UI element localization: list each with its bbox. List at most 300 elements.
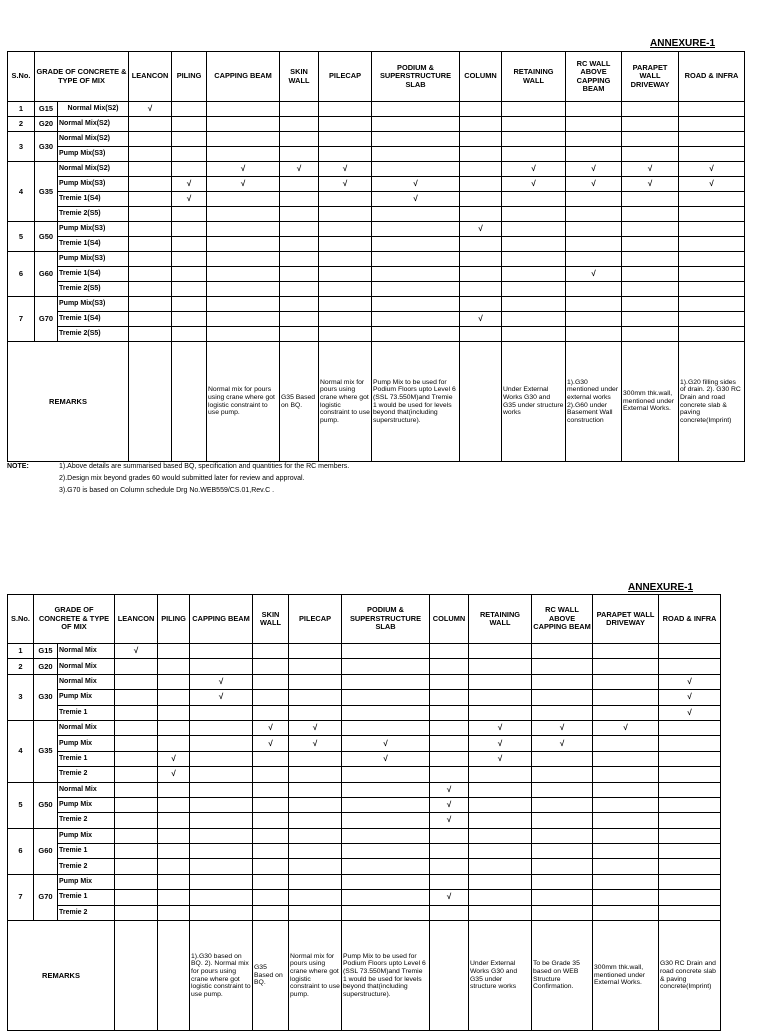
table-row [8, 644, 721, 659]
empty-cell [460, 147, 502, 162]
check-mark-cell: √ [566, 162, 622, 177]
concrete-mix-table-1 [7, 51, 745, 462]
table-row [8, 207, 745, 222]
empty-cell [659, 751, 721, 766]
sno-cell: 7 [8, 874, 34, 920]
empty-cell [115, 874, 158, 889]
check-mark-cell: √ [659, 690, 721, 705]
mix-type-cell: Tremie 2 [58, 767, 115, 782]
empty-cell [190, 905, 253, 920]
empty-cell [502, 252, 566, 267]
empty-cell [532, 751, 593, 766]
empty-cell [469, 828, 532, 843]
empty-cell [372, 117, 460, 132]
empty-cell [460, 192, 502, 207]
empty-cell [679, 207, 745, 222]
mix-type-cell: Tremie 1 [58, 705, 115, 720]
header-col: LEANCON [129, 52, 172, 102]
empty-cell [289, 644, 342, 659]
sno-cell: 7 [8, 297, 35, 342]
table-row [8, 674, 721, 689]
empty-cell [319, 192, 372, 207]
check-mark-cell: √ [430, 890, 469, 905]
empty-cell [158, 782, 190, 797]
empty-cell [115, 690, 158, 705]
header-col: ROAD & INFRA [679, 52, 745, 102]
empty-cell [622, 132, 679, 147]
empty-cell [430, 720, 469, 735]
mix-type-cell: Tremie 1(S4) [58, 312, 129, 327]
empty-cell [319, 267, 372, 282]
empty-cell [679, 312, 745, 327]
sno-cell: 1 [8, 102, 35, 117]
empty-cell [460, 117, 502, 132]
empty-cell [289, 844, 342, 859]
mix-type-cell: Pump Mix [58, 797, 115, 812]
empty-cell [115, 705, 158, 720]
empty-cell [622, 117, 679, 132]
empty-cell [502, 237, 566, 252]
table-row [8, 192, 745, 207]
check-mark-cell: √ [342, 736, 430, 751]
check-mark-cell: √ [566, 177, 622, 192]
remarks-cell: 300mm thk.wall, mentioned under External Works. [622, 342, 679, 462]
concrete-mix-table-2 [7, 594, 721, 1031]
empty-cell [566, 132, 622, 147]
empty-cell [190, 782, 253, 797]
empty-cell [460, 177, 502, 192]
remarks-cell: 1).G20 filling sides of drain. 2). G30 RC Drain and road concrete slab & paving concrete(Imprint) [679, 342, 745, 462]
header-col: RETAINING WALL [502, 52, 566, 102]
empty-cell [532, 782, 593, 797]
empty-cell [430, 644, 469, 659]
empty-cell [469, 767, 532, 782]
remarks-cell: Normal mix for pours using crane where got logistic constraint to use pump. [289, 921, 342, 1031]
empty-cell [115, 736, 158, 751]
empty-cell [115, 828, 158, 843]
mix-type-cell: Pump Mix(S3) [58, 297, 129, 312]
empty-cell [115, 890, 158, 905]
empty-cell [319, 252, 372, 267]
empty-cell [502, 222, 566, 237]
empty-cell [659, 736, 721, 751]
empty-cell [280, 327, 319, 342]
table-row [8, 327, 745, 342]
mix-type-cell: Tremie 2(S5) [58, 282, 129, 297]
table-row [8, 132, 745, 147]
empty-cell [502, 132, 566, 147]
table-row [8, 705, 721, 720]
empty-cell [679, 237, 745, 252]
empty-cell [532, 690, 593, 705]
empty-cell [659, 797, 721, 812]
table-row [8, 751, 721, 766]
empty-cell [430, 874, 469, 889]
empty-cell [319, 132, 372, 147]
empty-cell [158, 844, 190, 859]
remarks-cell [430, 921, 469, 1031]
check-mark-cell: √ [622, 162, 679, 177]
empty-cell [289, 813, 342, 828]
empty-cell [659, 828, 721, 843]
table-row [8, 890, 721, 905]
grade-cell: G50 [35, 222, 58, 252]
remarks-cell: Normal mix for pours using crane where got logistic constraint to use pump. [319, 342, 372, 462]
empty-cell [469, 797, 532, 812]
empty-cell [532, 767, 593, 782]
empty-cell [129, 117, 172, 132]
check-mark-cell: √ [502, 177, 566, 192]
table-row [8, 117, 745, 132]
empty-cell [190, 859, 253, 874]
check-mark-cell: √ [460, 222, 502, 237]
empty-cell [280, 207, 319, 222]
mix-type-cell: Tremie 1 [58, 844, 115, 859]
empty-cell [622, 282, 679, 297]
empty-cell [158, 859, 190, 874]
check-mark-cell: √ [679, 162, 745, 177]
empty-cell [593, 659, 659, 674]
grade-cell: G20 [34, 659, 58, 674]
empty-cell [253, 674, 289, 689]
empty-cell [469, 659, 532, 674]
header-col: LEANCON [115, 595, 158, 644]
mix-type-cell: Pump Mix(S3) [58, 222, 129, 237]
remarks-cell [460, 342, 502, 462]
empty-cell [593, 859, 659, 874]
empty-cell [593, 797, 659, 812]
remarks-cell: Under External Works G30 and G35 under structure works [469, 921, 532, 1031]
empty-cell [622, 327, 679, 342]
empty-cell [659, 767, 721, 782]
mix-type-cell: Tremie 1(S4) [58, 237, 129, 252]
table-row [8, 905, 721, 920]
empty-cell [207, 297, 280, 312]
empty-cell [593, 905, 659, 920]
empty-cell [532, 874, 593, 889]
empty-cell [289, 797, 342, 812]
check-mark-cell: √ [207, 177, 280, 192]
sno-cell: 3 [8, 674, 34, 720]
empty-cell [289, 690, 342, 705]
grade-cell: G35 [34, 720, 58, 782]
empty-cell [319, 207, 372, 222]
note-line: 3).G70 is based on Column schedule Drg No.WEB559/CS.01,Rev.C . [59, 487, 275, 494]
empty-cell [115, 782, 158, 797]
empty-cell [659, 874, 721, 889]
empty-cell [280, 252, 319, 267]
empty-cell [342, 644, 430, 659]
empty-cell [593, 767, 659, 782]
empty-cell [129, 177, 172, 192]
empty-cell [253, 797, 289, 812]
remarks-cell: 1).G30 mentioned under external works 2).G60 under Basement Wall construction [566, 342, 622, 462]
empty-cell [253, 659, 289, 674]
empty-cell [566, 117, 622, 132]
empty-cell [593, 674, 659, 689]
table-row [8, 859, 721, 874]
empty-cell [566, 237, 622, 252]
sno-cell: 5 [8, 782, 34, 828]
grade-cell: G60 [34, 828, 58, 874]
empty-cell [115, 720, 158, 735]
table-row [8, 874, 721, 889]
mix-type-cell: Tremie 2 [58, 813, 115, 828]
empty-cell [289, 874, 342, 889]
grade-cell: G70 [34, 874, 58, 920]
empty-cell [190, 828, 253, 843]
table-row [8, 222, 745, 237]
mix-type-cell: Pump Mix(S3) [58, 147, 129, 162]
remarks-row [8, 342, 745, 462]
remarks-cell [172, 342, 207, 462]
empty-cell [129, 132, 172, 147]
check-mark-cell: √ [469, 751, 532, 766]
empty-cell [502, 312, 566, 327]
check-mark-cell: √ [593, 720, 659, 735]
check-mark-cell: √ [129, 102, 172, 117]
empty-cell [319, 327, 372, 342]
empty-cell [158, 828, 190, 843]
empty-cell [158, 690, 190, 705]
empty-cell [679, 222, 745, 237]
empty-cell [622, 237, 679, 252]
check-mark-cell: √ [532, 720, 593, 735]
check-mark-cell: √ [502, 162, 566, 177]
empty-cell [280, 297, 319, 312]
empty-cell [593, 782, 659, 797]
table-row [8, 282, 745, 297]
table-row [8, 102, 745, 117]
empty-cell [280, 177, 319, 192]
empty-cell [129, 162, 172, 177]
check-mark-cell: √ [190, 690, 253, 705]
empty-cell [460, 252, 502, 267]
empty-cell [207, 267, 280, 282]
table-row [8, 720, 721, 735]
empty-cell [622, 252, 679, 267]
empty-cell [372, 312, 460, 327]
empty-cell [289, 890, 342, 905]
mix-type-cell: Normal Mix(S2) [58, 117, 129, 132]
empty-cell [289, 705, 342, 720]
grade-cell: G35 [35, 162, 58, 222]
table-row [8, 813, 721, 828]
empty-cell [342, 674, 430, 689]
empty-cell [172, 132, 207, 147]
empty-cell [172, 297, 207, 312]
empty-cell [319, 117, 372, 132]
empty-cell [372, 207, 460, 222]
empty-cell [158, 720, 190, 735]
empty-cell [172, 162, 207, 177]
empty-cell [190, 751, 253, 766]
empty-cell [158, 890, 190, 905]
empty-cell [172, 147, 207, 162]
empty-cell [622, 222, 679, 237]
empty-cell [172, 207, 207, 222]
annexure-title-2: ANNEXURE-1 [628, 582, 694, 593]
empty-cell [469, 813, 532, 828]
empty-cell [342, 782, 430, 797]
empty-cell [253, 905, 289, 920]
table-row [8, 828, 721, 843]
mix-type-cell: Tremie 2(S5) [58, 327, 129, 342]
empty-cell [372, 297, 460, 312]
empty-cell [253, 644, 289, 659]
check-mark-cell: √ [460, 312, 502, 327]
empty-cell [659, 890, 721, 905]
empty-cell [679, 147, 745, 162]
header-col: PARAPET WALL DRIVEWAY [593, 595, 659, 644]
mix-type-cell: Normal Mix [58, 674, 115, 689]
empty-cell [289, 828, 342, 843]
empty-cell [430, 844, 469, 859]
empty-cell [115, 859, 158, 874]
empty-cell [593, 690, 659, 705]
empty-cell [280, 222, 319, 237]
table-row [8, 177, 745, 192]
sno-cell: 1 [8, 644, 34, 659]
check-mark-cell: √ [622, 177, 679, 192]
empty-cell [129, 252, 172, 267]
empty-cell [190, 644, 253, 659]
empty-cell [659, 644, 721, 659]
check-mark-cell: √ [319, 177, 372, 192]
empty-cell [342, 905, 430, 920]
remarks-cell [129, 342, 172, 462]
check-mark-cell: √ [289, 720, 342, 735]
empty-cell [207, 132, 280, 147]
empty-cell [460, 102, 502, 117]
empty-cell [253, 813, 289, 828]
empty-cell [679, 117, 745, 132]
empty-cell [172, 327, 207, 342]
remarks-row [8, 921, 721, 1031]
sno-cell: 2 [8, 659, 34, 674]
empty-cell [253, 705, 289, 720]
remarks-cell [115, 921, 158, 1031]
empty-cell [430, 705, 469, 720]
empty-cell [502, 297, 566, 312]
header-col: RETAINING WALL [469, 595, 532, 644]
mix-type-cell: Pump Mix(S3) [58, 177, 129, 192]
mix-type-cell: Normal Mix [58, 644, 115, 659]
empty-cell [319, 312, 372, 327]
empty-cell [430, 767, 469, 782]
notes [7, 461, 747, 501]
header-col: SKIN WALL [253, 595, 289, 644]
empty-cell [342, 705, 430, 720]
remarks-cell: G35 Based on BQ. [280, 342, 319, 462]
header-col: PILING [158, 595, 190, 644]
empty-cell [372, 267, 460, 282]
empty-cell [253, 751, 289, 766]
empty-cell [129, 147, 172, 162]
empty-cell [207, 147, 280, 162]
empty-cell [172, 282, 207, 297]
check-mark-cell: √ [342, 751, 430, 766]
empty-cell [190, 659, 253, 674]
empty-cell [430, 859, 469, 874]
empty-cell [679, 192, 745, 207]
header-col: RC WALL ABOVE CAPPING BEAM [566, 52, 622, 102]
check-mark-cell: √ [532, 736, 593, 751]
empty-cell [342, 890, 430, 905]
empty-cell [190, 797, 253, 812]
empty-cell [207, 312, 280, 327]
header-col: PILING [172, 52, 207, 102]
empty-cell [129, 222, 172, 237]
table-row [8, 237, 745, 252]
mix-type-cell: Pump Mix [58, 690, 115, 705]
empty-cell [502, 327, 566, 342]
table-row [8, 297, 745, 312]
empty-cell [280, 147, 319, 162]
empty-cell [593, 644, 659, 659]
empty-cell [659, 659, 721, 674]
remarks-cell: 300mm thk.wall, mentioned under External Works. [593, 921, 659, 1031]
empty-cell [502, 102, 566, 117]
empty-cell [190, 890, 253, 905]
mix-type-cell: Tremie 2 [58, 859, 115, 874]
empty-cell [280, 312, 319, 327]
empty-cell [190, 813, 253, 828]
empty-cell [502, 267, 566, 282]
empty-cell [659, 905, 721, 920]
empty-cell [115, 767, 158, 782]
table-row [8, 736, 721, 751]
sno-cell: 3 [8, 132, 35, 162]
empty-cell [430, 828, 469, 843]
empty-cell [129, 282, 172, 297]
empty-cell [253, 828, 289, 843]
empty-cell [342, 659, 430, 674]
header-sno: S.No. [8, 52, 35, 102]
mix-type-cell: Pump Mix(S3) [58, 252, 129, 267]
check-mark-cell: √ [172, 192, 207, 207]
remarks-cell: G30 RC Drain and road concrete slab & paving concrete(Imprint) [659, 921, 721, 1031]
table-row [8, 844, 721, 859]
check-mark-cell: √ [372, 192, 460, 207]
empty-cell [679, 327, 745, 342]
empty-cell [566, 192, 622, 207]
empty-cell [372, 282, 460, 297]
table-row [8, 659, 721, 674]
empty-cell [532, 659, 593, 674]
empty-cell [622, 102, 679, 117]
header-sno: S.No. [8, 595, 34, 644]
empty-cell [469, 859, 532, 874]
empty-cell [460, 237, 502, 252]
empty-cell [319, 222, 372, 237]
empty-cell [372, 147, 460, 162]
empty-cell [172, 237, 207, 252]
empty-cell [280, 267, 319, 282]
empty-cell [502, 282, 566, 297]
empty-cell [172, 117, 207, 132]
empty-cell [566, 312, 622, 327]
empty-cell [532, 828, 593, 843]
empty-cell [207, 222, 280, 237]
empty-cell [593, 813, 659, 828]
grade-cell: G15 [35, 102, 58, 117]
sno-cell: 6 [8, 252, 35, 297]
sno-cell: 4 [8, 162, 35, 222]
empty-cell [532, 813, 593, 828]
empty-cell [129, 192, 172, 207]
table-row [8, 690, 721, 705]
